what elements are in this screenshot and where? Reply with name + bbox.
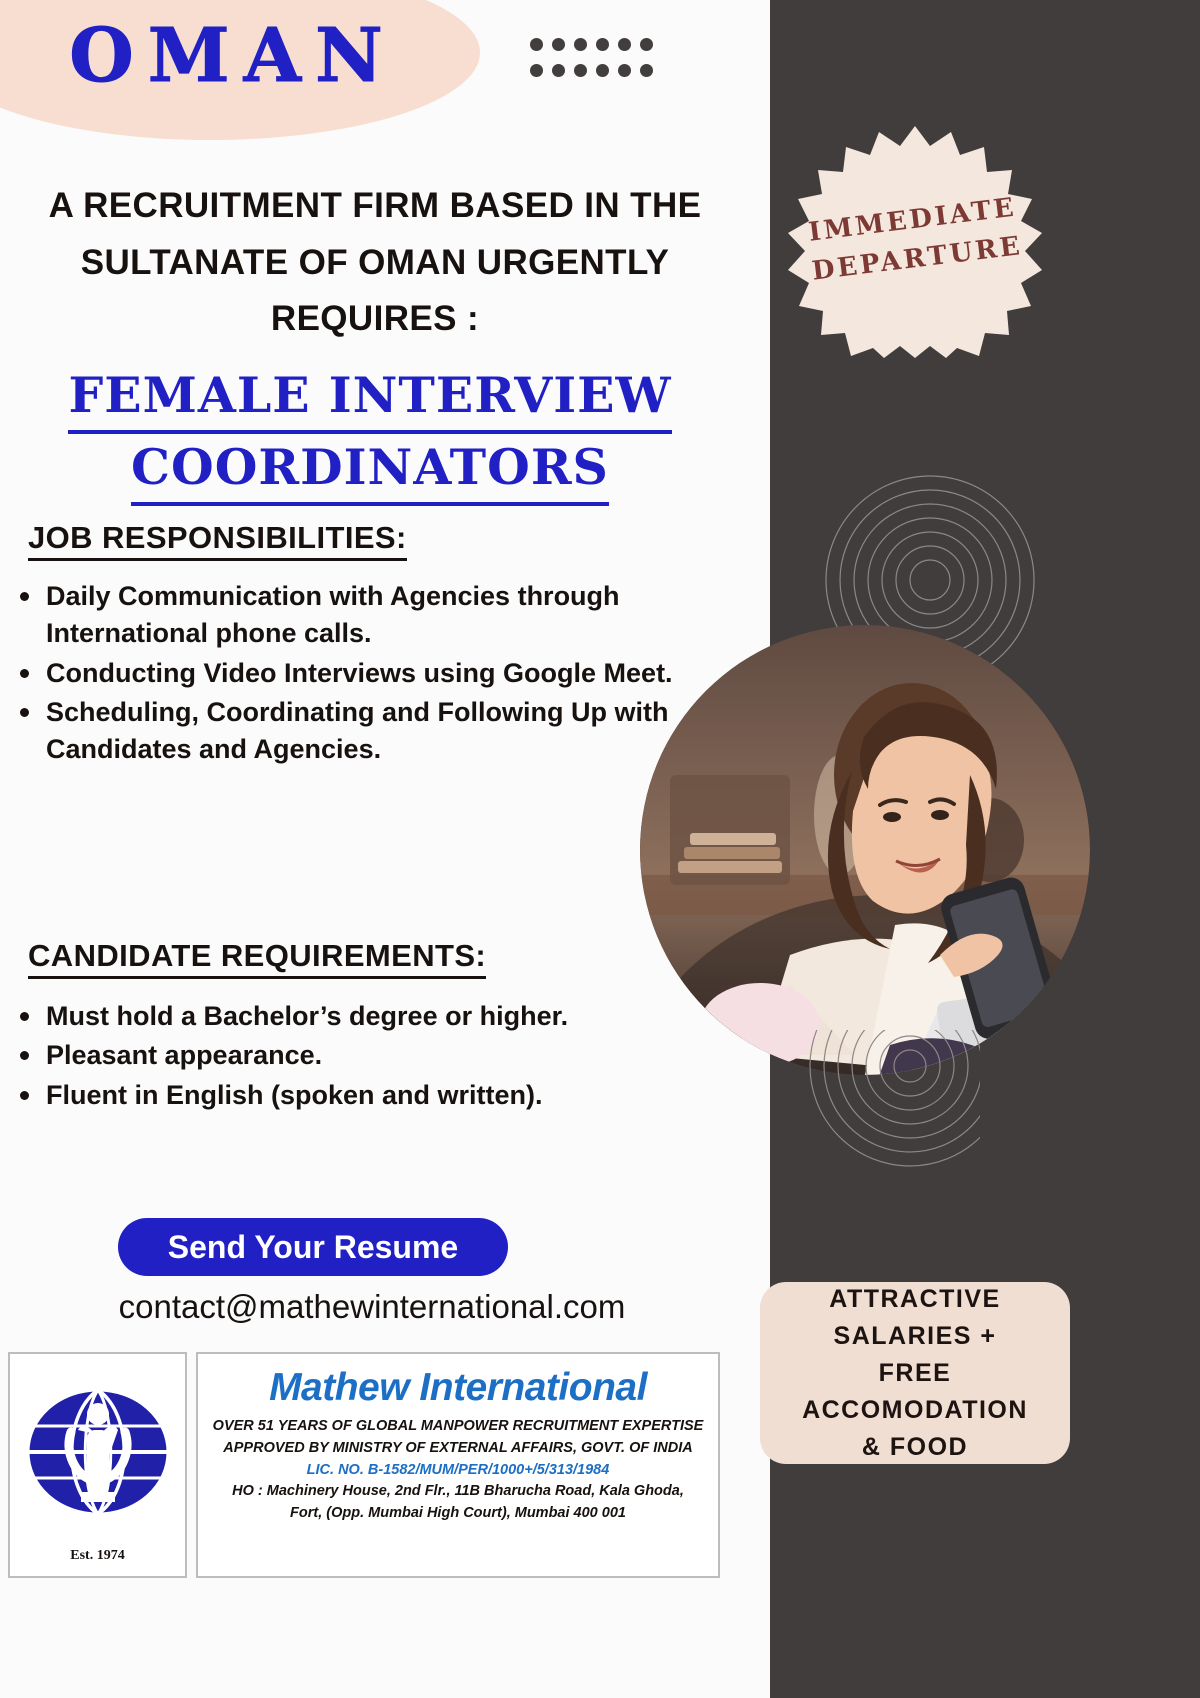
globe-logo-icon (23, 1374, 173, 1534)
company-approval: APPROVED BY MINISTRY OF EXTERNAL AFFAIRS, GOVT. OF INDIA (223, 1439, 693, 1456)
coordinator-photo (640, 625, 1090, 1075)
company-logo-box (8, 1352, 187, 1578)
requirements-list (0, 998, 706, 1116)
job-title-line-2: COORDINATORS (131, 434, 609, 506)
list-item: Fluent in English (spoken and written). (46, 1077, 706, 1114)
immediate-departure-line-1: IMMEDIATE (806, 192, 1019, 248)
company-address-line-1: HO : Machinery House, 2nd Flr., 11B Bharucha Road, Kala Ghoda, (232, 1483, 684, 1500)
company-address-line-2: Fort, (Opp. Mumbai High Court), Mumbai 400 001 (290, 1505, 626, 1521)
company-details-box (196, 1352, 720, 1578)
photo-illustration (640, 625, 1090, 1075)
immediate-departure-line-2: DEPARTURE (810, 231, 1025, 287)
country-badge-label: OMAN (69, 12, 397, 99)
salary-line-2: SALARIES + (833, 1321, 997, 1350)
list-item: Must hold a Bachelor’s degree or higher. (46, 998, 706, 1035)
job-title-line-1: FEMALE INTERVIEW (68, 362, 671, 434)
headline: A RECRUITMENT FIRM BASED IN THE SULTANATE OF OMAN URGENTLY REQUIRES : (48, 186, 702, 339)
company-tagline: OVER 51 YEARS OF GLOBAL MANPOWER RECRUITMENT EXPERTISE (212, 1418, 704, 1434)
company-name: Mathew International (269, 1366, 647, 1409)
dot-grid-decoration (530, 38, 660, 90)
job-title (20, 362, 720, 506)
responsibilities-heading: JOB RESPONSIBILITIES: (28, 520, 407, 561)
salary-line-4: ACCOMODATION (802, 1395, 1028, 1424)
salary-benefits-badge (760, 1282, 1070, 1464)
list-item: Daily Communication with Agencies through International phone calls. (46, 578, 706, 653)
list-item: Conducting Video Interviews using Google Meet. (46, 655, 706, 692)
contact-email[interactable]: contact@mathewinternational.com (118, 1288, 626, 1325)
immediate-departure-badge (760, 120, 1070, 360)
company-license: LIC. NO. B-1582/MUM/PER/1000+/5/313/1984 (306, 1461, 610, 1478)
salary-line-5: & FOOD (861, 1432, 969, 1461)
requirements-heading: CANDIDATE REQUIREMENTS: (28, 938, 486, 979)
list-item: Scheduling, Coordinating and Following Up with Candidates and Agencies. (46, 694, 706, 769)
salary-line-1: ATTRACTIVE (829, 1284, 1001, 1313)
established-year: Est. 1974 (70, 1548, 125, 1563)
salary-line-3: FREE (878, 1358, 952, 1387)
send-resume-button[interactable]: Send Your Resume (118, 1218, 508, 1276)
responsibilities-list (0, 578, 706, 770)
list-item: Pleasant appearance. (46, 1037, 706, 1074)
